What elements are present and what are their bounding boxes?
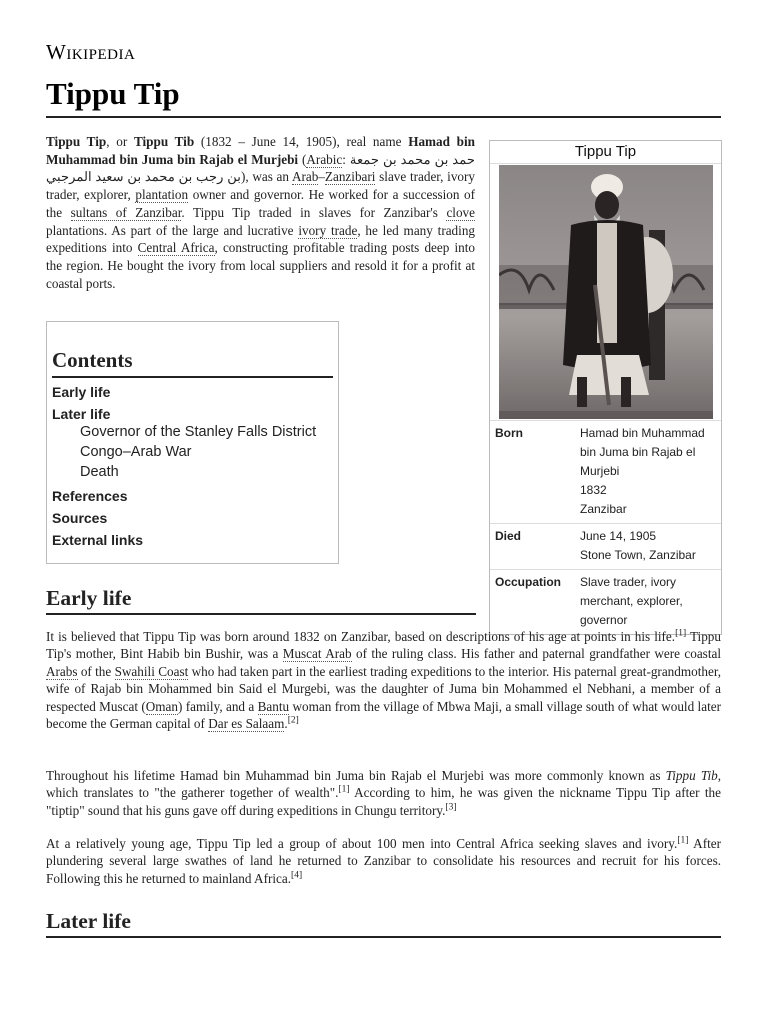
paragraph bbox=[46, 835, 721, 887]
text: . Tippu Tip traded in slaves for Zanzibar's bbox=[181, 204, 447, 220]
text: , or bbox=[106, 134, 134, 149]
infobox-title: Tippu Tip bbox=[490, 141, 721, 164]
article-link[interactable]: Oman bbox=[145, 698, 178, 714]
text: owner and governor. He worked for a succession of the bbox=[46, 187, 476, 220]
text: who had taken part in the earliest trading expeditions to the interior. His paternal great-grandmother, wife of Rajab bin Mohammed bin Said el Murgebi, was the daughter of Juma bin Mohammed el Nebhani, a member of a respected Muscat ( bbox=[46, 663, 721, 714]
toc-item-label[interactable]: Early life bbox=[52, 384, 111, 400]
toc-subitem[interactable]: Congo–Arab War bbox=[80, 444, 192, 460]
italic-text: Tippu Tib bbox=[665, 768, 718, 783]
section-heading-early-life: Early life bbox=[46, 586, 476, 615]
infobox-value-line: June 14, 1905 bbox=[580, 529, 657, 543]
citation-link[interactable]: [3] bbox=[445, 802, 457, 813]
toc-subitem[interactable]: Governor of the Stanley Falls District bbox=[80, 424, 317, 440]
text: : حمد بن محمد بن جمعة بن رجب بن محمد بن سعيد المرجبي), was an bbox=[46, 151, 475, 185]
infobox-label: Born bbox=[495, 426, 523, 440]
article-link[interactable]: ivory trade bbox=[298, 222, 358, 238]
toc-subitem[interactable]: Death bbox=[80, 464, 119, 480]
infobox-value bbox=[580, 527, 717, 565]
toc-item-label[interactable]: References bbox=[52, 488, 128, 504]
wikipedia-wordmark[interactable] bbox=[46, 40, 135, 65]
table-of-contents bbox=[46, 321, 339, 564]
infobox-label: Died bbox=[495, 529, 522, 543]
toc-sublist bbox=[52, 422, 333, 482]
article-link[interactable]: Muscat Arab bbox=[282, 646, 352, 662]
text: ) family, and a bbox=[177, 698, 258, 714]
text: plantations. As part of the large and lucrative bbox=[46, 222, 299, 238]
infobox-value bbox=[580, 424, 717, 519]
article-link[interactable]: Swahili Coast bbox=[114, 663, 189, 679]
lead-paragraph bbox=[46, 133, 475, 292]
citation-link[interactable]: [2] bbox=[287, 715, 299, 726]
citation-link[interactable]: [1] bbox=[677, 835, 689, 846]
citation-link[interactable]: [4] bbox=[291, 870, 303, 881]
text: (1832 – June 14, 1905), real name bbox=[194, 134, 409, 149]
text: It is believed that Tippu Tip was born around 1832 on Zanzibar, based on descriptions of his age at points in his life. bbox=[46, 629, 676, 644]
infobox-row bbox=[490, 570, 721, 634]
article-link[interactable]: Zanzibari bbox=[324, 169, 376, 185]
article-link[interactable]: sultans of Zanzibar bbox=[70, 204, 182, 220]
wordmark-text: Wikipedia bbox=[46, 40, 136, 64]
article-link[interactable]: Bantu bbox=[257, 698, 290, 714]
article-link[interactable]: Dar es Salaam bbox=[208, 716, 285, 732]
toc-item[interactable] bbox=[52, 384, 333, 400]
toc-list bbox=[52, 384, 333, 548]
infobox-row bbox=[490, 524, 721, 570]
text: . bbox=[284, 716, 288, 732]
page-title: Tippu Tip bbox=[46, 76, 721, 118]
text: of the bbox=[77, 663, 115, 679]
article-link[interactable]: Arabs bbox=[46, 663, 78, 679]
text: After plundering several large swathes of land he returned to Zanzibar to consolidate his resources and recruit for his forces. Following this he returned to mainland Africa. bbox=[46, 836, 721, 886]
portrait-photo bbox=[499, 165, 713, 419]
text: – bbox=[318, 169, 325, 185]
infobox-rows bbox=[490, 421, 721, 634]
text: Tippu Tip's mother, Bint Habib bin Bushir, was a bbox=[46, 629, 721, 662]
toc-item[interactable] bbox=[52, 488, 333, 504]
infobox-row bbox=[490, 421, 721, 524]
paragraph bbox=[46, 767, 721, 819]
toc-heading: Contents bbox=[52, 348, 333, 378]
text: According to him, he was given the nickname Tippu Tip after the "tiptip" sound that his guns gave off during expeditions in Chungu territory. bbox=[46, 785, 721, 818]
infobox-value-line: Hamad bin Muhammad bin Juma bin Rajab el Murjebi bbox=[580, 426, 705, 478]
bold-text: Hamad bin Muhammad bin Juma bin Rajab el Murjebi bbox=[46, 134, 475, 167]
bold-text: Tippu Tib bbox=[133, 134, 195, 149]
toc-item-label[interactable]: Sources bbox=[52, 510, 108, 526]
article-link[interactable]: clove bbox=[446, 204, 475, 220]
toc-item[interactable] bbox=[52, 406, 333, 482]
toc-item-label[interactable]: Later life bbox=[52, 406, 111, 422]
toc-item[interactable] bbox=[52, 510, 333, 526]
text: , constructing profitable trading posts deep into the region. He bought the ivory from local suppliers and resold it for a profit at coastal ports. bbox=[46, 240, 475, 291]
section-heading-later-life: Later life bbox=[46, 909, 721, 938]
citation-link[interactable]: [1] bbox=[338, 785, 350, 796]
text: Throughout his lifetime Hamad bin Muhammad bin Juma bin Rajab el Murjebi was more commonly known as bbox=[46, 768, 666, 783]
text: , he led many trading expeditions into bbox=[46, 222, 476, 256]
infobox-value-line: Slave trader, ivory merchant, explorer, governor bbox=[580, 575, 683, 627]
text: At a relatively young age, Tippu Tip led a group of about 100 men into Central Africa seeking slaves and ivory. bbox=[46, 836, 678, 851]
infobox-image[interactable] bbox=[490, 164, 721, 421]
text: ( bbox=[298, 151, 307, 167]
toc-item-label[interactable]: External links bbox=[52, 532, 144, 548]
article-link[interactable]: Arab bbox=[291, 169, 319, 185]
article-link[interactable]: plantation bbox=[135, 187, 189, 203]
infobox-value-line: Stone Town, Zanzibar bbox=[580, 548, 696, 562]
infobox-value-line: 1832 bbox=[580, 483, 607, 497]
infobox-label: Occupation bbox=[495, 575, 562, 589]
text: , which translates to "the gatherer together of wealth". bbox=[46, 768, 721, 801]
infobox bbox=[489, 140, 722, 635]
text: woman from the village of Mbwa Maji, a small village south of what would later become the German capital of bbox=[46, 698, 721, 732]
toc-item[interactable] bbox=[52, 532, 333, 548]
text: of the ruling class. His father and paternal grandfather were coastal bbox=[351, 646, 721, 662]
bold-text: Tippu Tip bbox=[46, 134, 107, 149]
infobox-value-line: Zanzibar bbox=[580, 502, 627, 516]
infobox-value bbox=[580, 573, 717, 630]
text: slave trader, ivory trader, explorer, bbox=[46, 169, 475, 203]
article-link[interactable]: Arabic bbox=[306, 151, 343, 167]
article-link[interactable]: Central Africa bbox=[137, 240, 215, 256]
paragraph bbox=[46, 628, 721, 732]
citation-link[interactable]: [1] bbox=[675, 628, 687, 639]
